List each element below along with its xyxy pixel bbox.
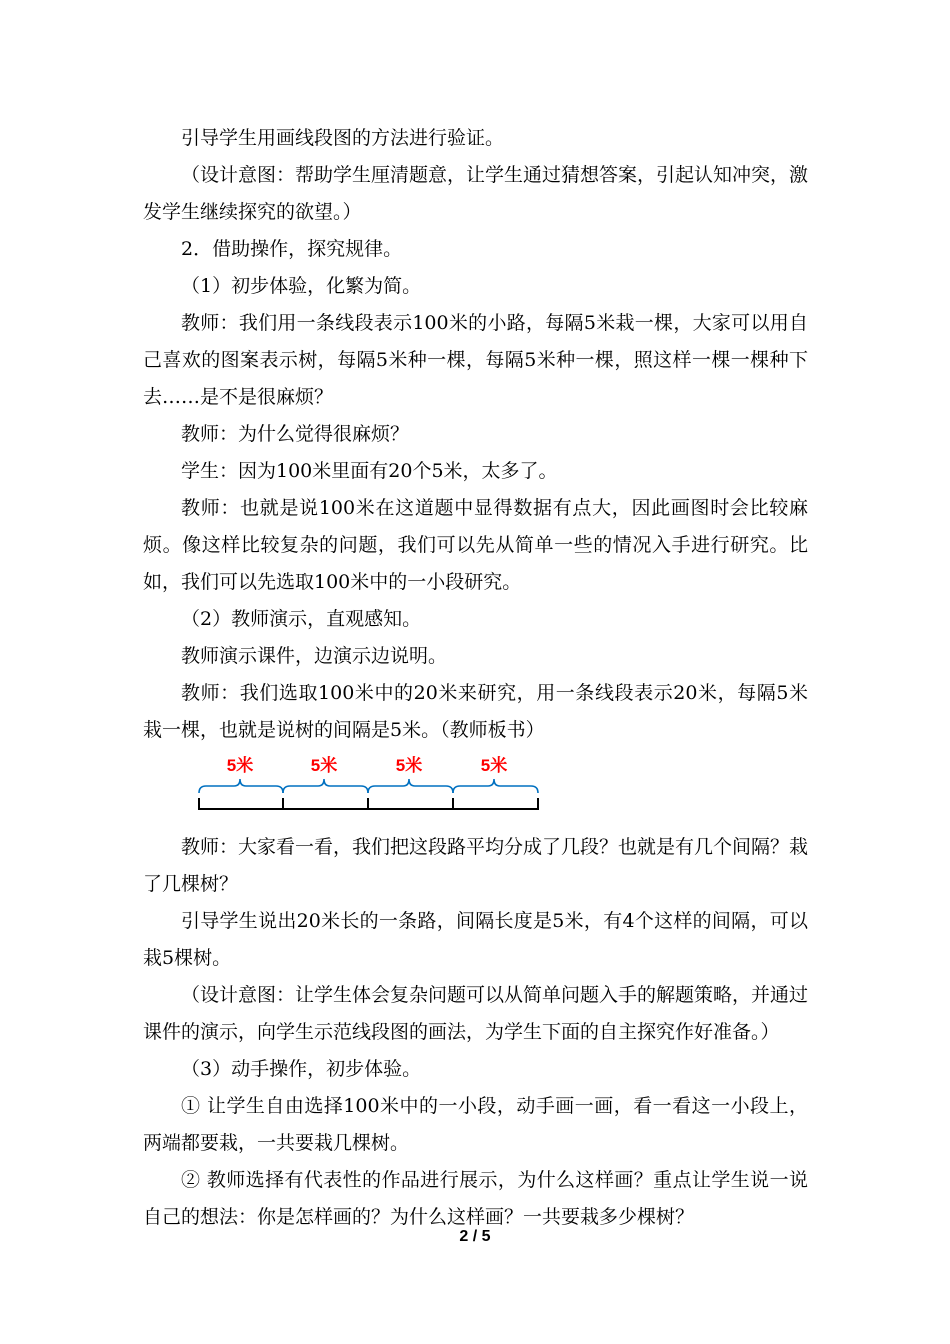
page-number: 2 / 5 <box>459 1228 491 1245</box>
segment-label: 5米 <box>310 756 338 775</box>
braces <box>199 779 538 793</box>
subsection-heading: （1）初步体验，化繁为简。 <box>181 275 422 297</box>
road-line <box>199 798 538 810</box>
subsection-heading: （3）动手操作，初步体验。 <box>181 1058 422 1080</box>
segment-label: 5米 <box>226 756 254 775</box>
section-heading: 2．借助操作，探究规律。 <box>181 238 403 260</box>
line-segment-diagram <box>143 753 808 825</box>
subsection-heading: （2）教师演示，直观感知。 <box>181 608 422 630</box>
paragraph: 教师：我们用一条线段表示100米的小路，每隔5米栽一棵，大家可以用自己喜欢的图案表示树，每隔5米种一棵，每隔5米种一棵，照这样一棵一棵种下去……是不是很麻烦？ <box>143 312 808 408</box>
brace <box>283 779 368 793</box>
paragraph: 教师演示课件，边演示边说明。 <box>181 645 448 667</box>
list-item: ① 让学生自由选择100米中的一小段，动手画一画，看一看这一小段上，两端都要栽，一共要栽几棵树。 <box>143 1095 808 1154</box>
document-body <box>143 120 808 1236</box>
segment-diagram-svg <box>198 753 558 823</box>
segment-label: 5米 <box>480 756 508 775</box>
segment-label: 5米 <box>395 756 423 775</box>
design-intent-note: （设计意图：让学生体会复杂问题可以从简单问题入手的解题策略，并通过课件的演示，向学生示范线段图的画法，为学生下面的自主探究作好准备。） <box>143 984 809 1043</box>
brace <box>368 779 453 793</box>
list-item: ② 教师选择有代表性的作品进行展示，为什么这样画？重点让学生说一说自己的想法：你是怎样画的？为什么这样画？一共要栽多少棵树？ <box>143 1169 808 1228</box>
brace <box>453 779 538 793</box>
paragraph: 引导学生说出20米长的一条路，间隔长度是5米，有4个这样的间隔，可以栽5棵树。 <box>143 910 808 969</box>
design-intent-note: （设计意图：帮助学生厘清题意，让学生通过猜想答案，引起认知冲突，激发学生继续探究的欲望。） <box>143 164 809 223</box>
paragraph: 教师：也就是说100米在这道题中显得数据有点大，因此画图时会比较麻烦。像这样比较复杂的问题，我们可以先从简单一些的情况入手进行研究。比如，我们可以先选取100米中的一小段研究。 <box>143 497 808 593</box>
paragraph: 引导学生用画线段图的方法进行验证。 <box>181 127 505 149</box>
paragraph: 学生：因为100米里面有20个5米，太多了。 <box>181 460 558 482</box>
paragraph: 教师：为什么觉得很麻烦？ <box>181 423 410 445</box>
paragraph: 教师：我们选取100米中的20米来研究，用一条线段表示20米，每隔5米栽一棵，也就是说树的间隔是5米。（教师板书） <box>143 682 808 741</box>
paragraph: 教师：大家看一看，我们把这段路平均分成了几段？也就是有几个间隔？栽了几棵树？ <box>143 836 809 895</box>
brace <box>199 779 283 793</box>
